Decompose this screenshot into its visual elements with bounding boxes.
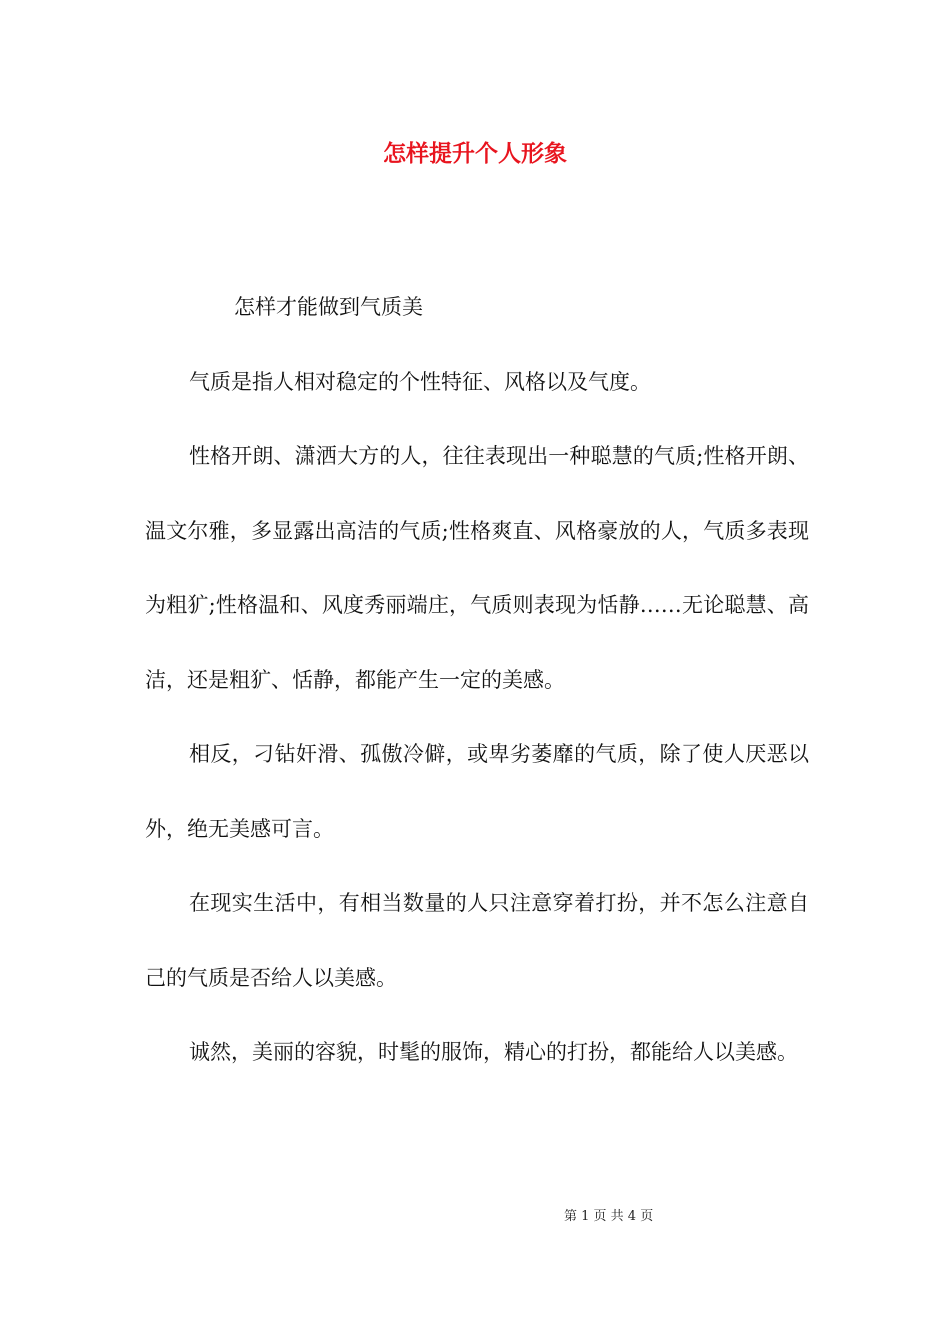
paragraph: 诚然，美丽的容貌，时髦的服饰，精心的打扮，都能给人以美感。 [189,1040,798,1064]
paragraph: 相反，刁钻奸滑、孤傲冷僻，或卑劣萎靡的气质，除了使人厌恶以外，绝无美感可言。 [145,742,809,841]
paragraph: 气质是指人相对稳定的个性特征、风格以及气度。 [189,369,651,394]
document-title: 怎样提升个人形象 [383,140,567,167]
paragraph: 性格开朗、潇洒大方的人，往往表现出一种聪慧的气质;性格开朗、温文尔雅，多显露出高洁的气质;性格爽直、风格豪放的人，气质多表现为粗犷;性格温和、风度秀丽端庄，气质则表现为恬静……无论聪慧、高洁，还是粗犷、恬静，都能产生一定的美感。 [145,444,809,692]
page-number-footer: 第 1 页 共 4 页 [564,1209,654,1224]
paragraph: 在现实生活中，有相当数量的人只注意穿着打扮，并不怎么注意自己的气质是否给人以美感。 [145,891,809,990]
section-heading: 怎样才能做到气质美 [234,295,423,319]
document-body [145,270,809,1090]
